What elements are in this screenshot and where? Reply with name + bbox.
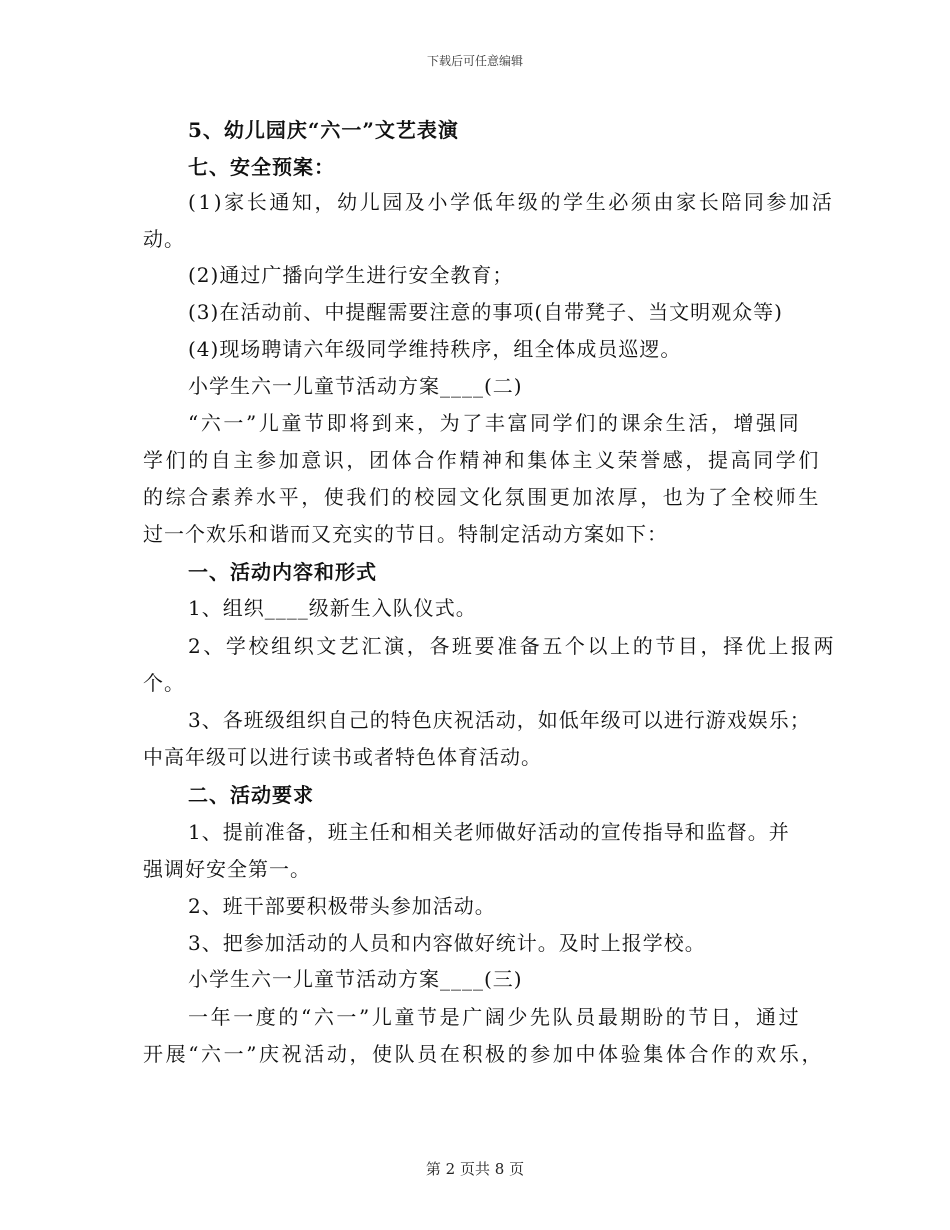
list-item: (2)通过广播向学生进行安全教育； <box>188 263 514 287</box>
paragraph-line: 开展“六一”庆祝活动，使队员在积极的参加中体验集体合作的欢乐， <box>143 1042 825 1066</box>
paragraph-line: 学们的自主参加意识，团体合作精神和集体主义荣誉感，提高同学们 <box>143 448 821 472</box>
list-item: (3)在活动前、中提醒需要注意的事项(自带凳子、当文明观众等) <box>188 300 783 324</box>
section-heading: 一、活动内容和形式 <box>188 560 377 584</box>
page-header: 下载后可任意编辑 <box>426 54 523 68</box>
paragraph-line: 动。 <box>143 227 185 251</box>
section-title: 小学生六一儿童节活动方案____(二) <box>188 374 523 398</box>
list-item: 2、班干部要积极带头参加活动。 <box>188 894 496 918</box>
list-item: 5、幼儿园庆“六一”文艺表演 <box>188 118 459 142</box>
section-heading: 二、活动要求 <box>188 783 314 807</box>
list-item: (4)现场聘请六年级同学维持秩序，组全体成员巡逻。 <box>188 337 682 361</box>
paragraph-line: 一年一度的“六一”儿童节是广阔少先队员最期盼的节日，通过 <box>188 1005 802 1029</box>
paragraph-line: “六一”儿童节即将到来，为了丰富同学们的课余生活，增强同 <box>188 411 802 435</box>
paragraph-line: 中高年级可以进行读书或者特色体育活动。 <box>143 745 542 769</box>
paragraph-line: 过一个欢乐和谐而又充实的节日。特制定活动方案如下： <box>143 522 668 546</box>
list-item: 2、学校组织文艺汇演，各班要准备五个以上的节目，择优上报两 <box>188 634 837 658</box>
section-title: 小学生六一儿童节活动方案____(三) <box>188 967 523 991</box>
list-item: 3、各班级组织自己的特色庆祝活动，如低年级可以进行游戏娱乐； <box>188 708 811 732</box>
section-heading: 七、安全预案： <box>188 155 335 179</box>
paragraph-line: 个。 <box>143 671 185 695</box>
list-item: 3、把参加活动的人员和内容做好统计。及时上报学校。 <box>188 931 706 955</box>
list-item: 1、组织____级新生入队仪式。 <box>188 596 477 620</box>
paragraph-line: 强调好安全第一。 <box>143 857 311 881</box>
paragraph-line: 的综合素养水平，使我们的校园文化氛围更加浓厚，也为了全校师生 <box>143 485 821 509</box>
paragraph-line: (1)家长通知，幼儿园及小学低年级的学生必须由家长陪同参加活 <box>188 190 835 214</box>
list-item: 1、提前准备，班主任和相关老师做好活动的宣传指导和监督。并 <box>188 820 790 844</box>
page-footer: 第 2 页共 8 页 <box>425 1160 525 1178</box>
